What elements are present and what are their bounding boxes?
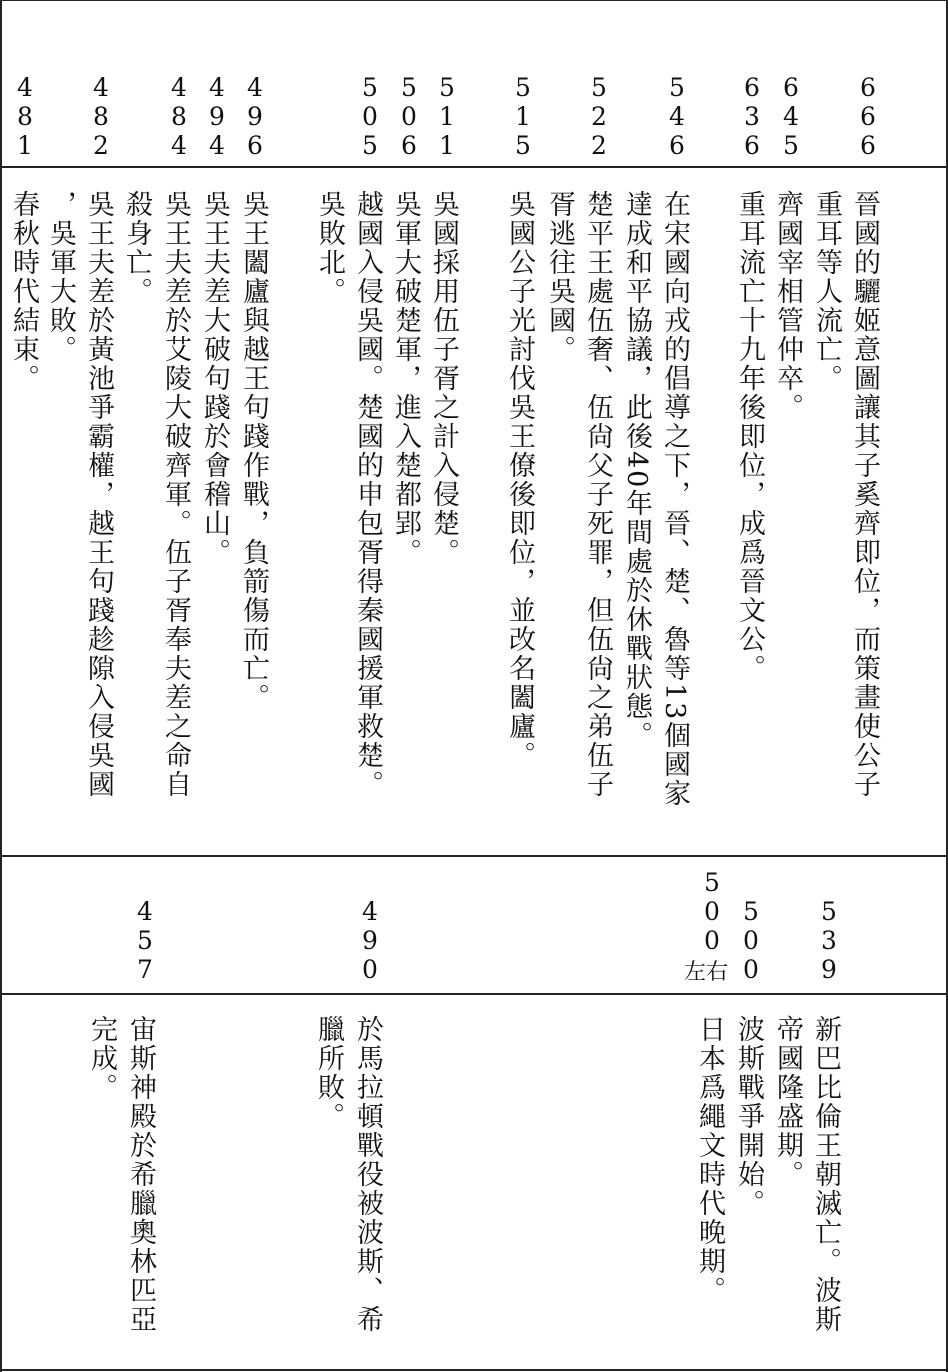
- year-482: 4 8 2: [93, 73, 109, 160]
- text-column: 吳軍大破楚軍，進入楚都郢。: [390, 190, 421, 567]
- text-column: 越國入侵吳國。楚國的申包胥得秦國援軍救楚。: [352, 190, 383, 799]
- text-column: 波斯戰爭開始。: [733, 1015, 764, 1218]
- year-500-approx: 5 0 0: [704, 868, 720, 955]
- year-481: 4 8 1: [17, 73, 33, 160]
- text-column: 重耳流亡十九年後即位，成爲晉文公。: [734, 190, 765, 683]
- year-494: 4 9 4: [209, 73, 225, 160]
- year-515: 5 1 5: [515, 73, 531, 160]
- top-border: [0, 0, 946, 1]
- text-column: 吳敗北。: [314, 190, 345, 306]
- text-column: 楚平王處伍奢、伍尙父子死罪，但伍尙之弟伍子: [582, 190, 613, 799]
- text-column: 吳國採用伍子胥之計入侵楚。: [428, 190, 459, 567]
- text-column: 臘所敗。: [313, 1015, 344, 1131]
- text-column: 在宋國向戎的倡導之下，晉、楚、魯等13個國家: [659, 190, 690, 809]
- year-500: 5 0 0: [743, 897, 759, 984]
- text-column: 重耳等人流亡。: [811, 190, 842, 393]
- year-511: 5 1 1: [439, 73, 455, 160]
- left-border: [0, 0, 2, 1372]
- text-column: 吳王夫差於黃池爭霸權，越王句踐趁隙入侵吳國: [83, 190, 114, 799]
- text-column: 帝國隆盛期。: [772, 1015, 803, 1189]
- year-645: 6 4 5: [783, 73, 799, 160]
- text-column: 日本爲繩文時代晚期。: [694, 1015, 725, 1305]
- approx-note: 左右: [684, 960, 729, 985]
- year-506: 5 0 6: [401, 73, 417, 160]
- year-484: 4 8 4: [171, 73, 187, 160]
- year-505: 5 0 5: [362, 73, 378, 160]
- lower-year-divider: [0, 993, 948, 995]
- text-column: 完成。: [86, 1015, 117, 1102]
- text-column: 吳王夫差於艾陵大破齊軍。伍子胥奉夫差之命自: [160, 190, 191, 799]
- year-457: 4 5 7: [137, 897, 153, 984]
- text-column: 達成和平協議，此後40年間處於休戰狀態。: [621, 190, 652, 751]
- text-column: ，吳軍大敗。: [45, 190, 76, 364]
- text-column: 胥逃往吳國。: [544, 190, 575, 364]
- text-column: 吳國公子光討伐吳王僚後即位，並改名闔廬。: [504, 190, 535, 770]
- text-column: 春秋時代結束。: [8, 190, 39, 393]
- text-column: 吳王夫差大破句踐於會稽山。: [199, 190, 230, 567]
- year-666: 6 6 6: [860, 73, 876, 160]
- year-522: 5 2 2: [591, 73, 607, 160]
- year-496: 4 9 6: [247, 73, 263, 160]
- year-636: 6 3 6: [744, 73, 760, 160]
- year-490: 4 9 0: [362, 897, 378, 984]
- text-column: 齊國宰相管仲卒。: [772, 190, 803, 422]
- text-column: 殺身亡。: [121, 190, 152, 306]
- text-column: 於馬拉頓戰役被波斯、希: [352, 1015, 383, 1334]
- year-539: 5 3 9: [821, 897, 837, 984]
- text-column: 晉國的驪姬意圖讓其子奚齊即位，而策畫使公子: [849, 190, 880, 799]
- bottom-border: [0, 1369, 948, 1371]
- upper-year-divider: [0, 166, 948, 168]
- text-column: 吳王闔廬與越王句踐作戰，負箭傷而亡。: [238, 190, 269, 712]
- section-divider: [0, 855, 948, 857]
- text-column: 宙斯神殿於希臘奧林匹亞: [125, 1015, 156, 1334]
- year-546: 5 4 6: [669, 73, 685, 160]
- text-column: 新巴比倫王朝滅亡。波斯: [810, 1015, 841, 1334]
